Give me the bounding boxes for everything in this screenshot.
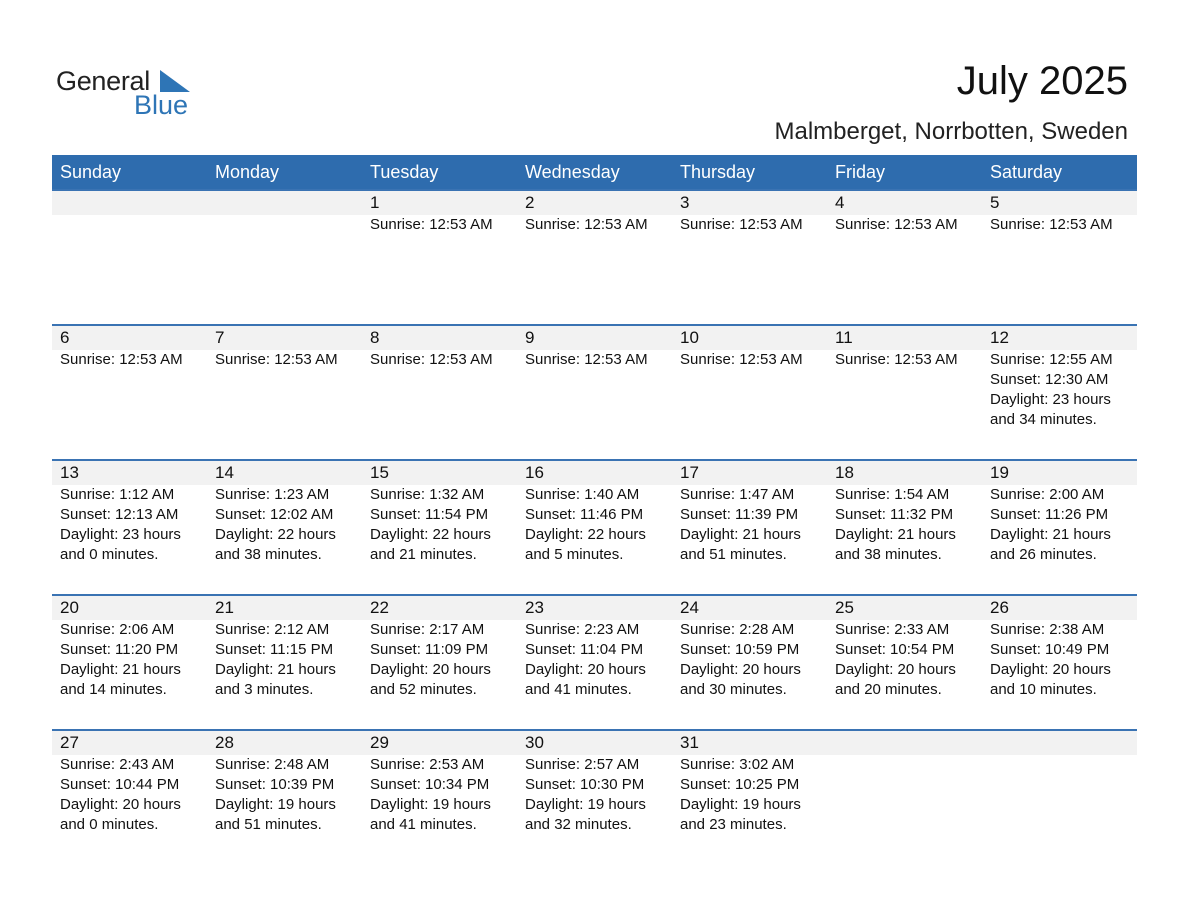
day-number: 2 [525,193,535,212]
day-cell [207,191,362,324]
day-detail-line: Sunrise: 2:33 AM [835,621,950,638]
day-detail-line: Daylight: 19 hours [215,796,336,813]
day-number: 15 [370,463,389,482]
day-detail-line: Sunset: 10:54 PM [835,641,955,658]
day-detail-line: Sunset: 11:09 PM [370,641,489,658]
day-cell [982,191,1137,324]
day-detail-line: Sunset: 10:59 PM [680,641,800,658]
day-detail-line: Sunset: 11:46 PM [525,506,644,523]
day-details [60,755,207,835]
day-cell [52,461,207,594]
page-title: July 2025 [956,59,1128,103]
day-detail-line: Sunrise: 2:38 AM [990,621,1105,638]
day-cell [207,731,362,864]
day-details [370,485,517,565]
day-details [990,350,1137,430]
day-number: 13 [60,463,79,482]
day-cell [362,461,517,594]
day-detail-line: and 51 minutes. [215,816,322,833]
day-detail-line: Sunset: 12:30 AM [990,371,1109,388]
day-detail-line: Sunset: 10:44 PM [60,776,180,793]
day-number: 24 [680,598,699,617]
day-detail-line: Daylight: 21 hours [215,661,336,678]
day-detail-line: and 21 minutes. [370,546,477,563]
day-detail-line: Sunrise: 1:12 AM [60,486,175,503]
day-detail-line: Sunset: 10:39 PM [215,776,335,793]
day-detail-line: Sunrise: 12:53 AM [990,216,1113,233]
weekday-header: Thursday [680,162,756,182]
day-details [525,620,672,700]
day-cell [827,326,982,459]
day-cell [827,461,982,594]
day-cell [517,731,672,864]
day-detail-line: Daylight: 21 hours [990,526,1111,543]
day-detail-line: Sunset: 10:49 PM [990,641,1110,658]
day-number: 8 [370,328,380,347]
day-number: 9 [525,328,535,347]
day-detail-line: and 38 minutes. [835,546,942,563]
day-detail-line: Sunrise: 2:00 AM [990,486,1105,503]
day-detail-line: and 30 minutes. [680,681,787,698]
calendar-grid [52,155,1137,864]
day-cell [517,461,672,594]
day-cell [362,191,517,324]
day-cell [207,326,362,459]
day-details [680,215,827,235]
day-detail-line: Sunset: 10:30 PM [525,776,645,793]
day-detail-line: Sunrise: 2:23 AM [525,621,640,638]
day-details [60,350,207,370]
day-number: 10 [680,328,699,347]
day-detail-line: Daylight: 22 hours [525,526,646,543]
day-number [215,191,362,215]
day-number: 4 [835,193,845,212]
day-details [215,485,362,565]
day-details [525,215,672,235]
day-details [990,485,1137,565]
day-cell [982,596,1137,729]
day-details [215,350,362,370]
day-detail-line: Daylight: 21 hours [835,526,956,543]
week-row [52,459,1137,594]
day-detail-line: Daylight: 21 hours [680,526,801,543]
day-detail-line: Sunset: 12:13 AM [60,506,179,523]
day-detail-line: Sunrise: 2:43 AM [60,756,175,773]
day-details [680,485,827,565]
day-detail-line: Sunrise: 2:28 AM [680,621,795,638]
weekday-header: Saturday [990,162,1063,182]
day-number [990,731,1137,755]
day-cell [362,326,517,459]
day-detail-line: and 10 minutes. [990,681,1097,698]
logo-word-blue: Blue [134,90,189,120]
day-detail-line: Sunrise: 12:53 AM [680,216,803,233]
day-cell [827,191,982,324]
day-details [60,485,207,565]
day-cell [672,326,827,459]
weekday-header: Tuesday [370,162,439,182]
day-details [990,215,1137,235]
day-number: 30 [525,733,544,752]
day-number: 17 [680,463,699,482]
day-detail-line: Daylight: 19 hours [370,796,491,813]
day-detail-line: Daylight: 20 hours [835,661,956,678]
day-detail-line: Daylight: 21 hours [60,661,181,678]
day-details [835,350,982,370]
day-detail-line: and 5 minutes. [525,546,624,563]
day-details [680,755,827,835]
weeks-container [52,189,1137,864]
day-number: 29 [370,733,389,752]
day-cell [517,326,672,459]
day-cell [207,596,362,729]
brand-logo [56,64,206,120]
day-cell [52,731,207,864]
day-details [215,620,362,700]
day-cell [207,461,362,594]
day-detail-line: Sunrise: 12:55 AM [990,351,1113,368]
day-detail-line: Sunrise: 1:40 AM [525,486,640,503]
day-detail-line: and 51 minutes. [680,546,787,563]
day-number: 3 [680,193,690,212]
day-detail-line: Sunrise: 12:53 AM [60,351,183,368]
day-detail-line: Sunrise: 12:53 AM [835,216,958,233]
day-cell [982,461,1137,594]
day-details [525,755,672,835]
day-cell [672,731,827,864]
week-row [52,189,1137,324]
weekday-header: Friday [835,162,886,182]
day-detail-line: Daylight: 22 hours [215,526,336,543]
day-detail-line: and 38 minutes. [215,546,322,563]
day-detail-line: Sunrise: 2:06 AM [60,621,175,638]
day-detail-line: Sunset: 11:32 PM [835,506,954,523]
day-number [835,731,982,755]
day-detail-line: Daylight: 23 hours [990,391,1111,408]
day-detail-line: Sunset: 11:04 PM [525,641,644,658]
day-cell [517,191,672,324]
day-details [835,485,982,565]
day-number: 22 [370,598,389,617]
day-detail-line: Sunrise: 12:53 AM [370,351,493,368]
day-detail-line: and 41 minutes. [525,681,632,698]
day-number: 14 [215,463,234,482]
day-detail-line: Daylight: 19 hours [525,796,646,813]
day-detail-line: Sunrise: 12:53 AM [835,351,958,368]
day-detail-line: Sunrise: 12:53 AM [680,351,803,368]
day-detail-line: Daylight: 20 hours [525,661,646,678]
day-detail-line: Daylight: 20 hours [370,661,491,678]
day-details [835,215,982,235]
day-number: 28 [215,733,234,752]
day-detail-line: Sunset: 10:34 PM [370,776,490,793]
day-detail-line: Sunrise: 12:53 AM [525,216,648,233]
day-detail-line: and 32 minutes. [525,816,632,833]
day-detail-line: Sunrise: 1:32 AM [370,486,485,503]
day-detail-line: Sunrise: 12:53 AM [215,351,338,368]
day-number: 1 [370,193,380,212]
weekday-header: Sunday [60,162,122,182]
day-detail-line: Sunrise: 2:53 AM [370,756,485,773]
day-cell [672,191,827,324]
day-details [680,620,827,700]
weekday-header: Wednesday [525,162,620,182]
day-detail-line: Sunset: 11:15 PM [215,641,334,658]
day-number: 6 [60,328,70,347]
day-detail-line: and 0 minutes. [60,816,159,833]
day-detail-line: Sunrise: 2:57 AM [525,756,640,773]
day-cell [52,596,207,729]
day-detail-line: Sunset: 11:54 PM [370,506,489,523]
day-number: 23 [525,598,544,617]
day-cell [52,191,207,324]
day-number [60,191,207,215]
day-detail-line: and 0 minutes. [60,546,159,563]
day-number: 18 [835,463,854,482]
day-cell [827,596,982,729]
day-number: 31 [680,733,699,752]
day-cell [672,596,827,729]
day-detail-line: and 52 minutes. [370,681,477,698]
day-detail-line: Sunrise: 1:23 AM [215,486,330,503]
day-number: 21 [215,598,234,617]
day-detail-line: Sunrise: 2:12 AM [215,621,330,638]
day-details [60,620,207,700]
day-number: 12 [990,328,1009,347]
day-number: 11 [835,328,853,347]
day-cell [362,731,517,864]
day-detail-line: Sunrise: 1:54 AM [835,486,950,503]
day-detail-line: Sunset: 11:20 PM [60,641,179,658]
day-detail-line: and 41 minutes. [370,816,477,833]
day-details [370,350,517,370]
location-subtitle: Malmberget, Norrbotten, Sweden [774,118,1128,145]
day-number: 20 [60,598,79,617]
day-detail-line: and 3 minutes. [215,681,314,698]
day-detail-line: and 14 minutes. [60,681,167,698]
weekday-header: Monday [215,162,280,182]
day-cell [982,731,1137,864]
day-detail-line: Daylight: 20 hours [680,661,801,678]
day-detail-line: Sunrise: 3:02 AM [680,756,795,773]
day-cell [52,326,207,459]
day-detail-line: Sunrise: 2:17 AM [370,621,485,638]
week-row [52,594,1137,729]
day-details [990,620,1137,700]
week-row [52,729,1137,864]
day-detail-line: Daylight: 22 hours [370,526,491,543]
day-detail-line: Sunset: 11:39 PM [680,506,799,523]
day-details [370,755,517,835]
day-details [525,485,672,565]
day-detail-line: and 34 minutes. [990,411,1097,428]
logo-word-general: General [56,66,150,96]
day-detail-line: Sunrise: 12:53 AM [525,351,648,368]
day-detail-line: Daylight: 20 hours [60,796,181,813]
day-detail-line: and 26 minutes. [990,546,1097,563]
day-cell [517,596,672,729]
day-details [370,215,517,235]
day-detail-line: Sunrise: 2:48 AM [215,756,330,773]
day-number: 7 [215,328,225,347]
day-detail-line: Sunrise: 12:53 AM [370,216,493,233]
day-cell [982,326,1137,459]
day-details [215,755,362,835]
day-detail-line: Sunset: 11:26 PM [990,506,1109,523]
day-detail-line: Sunrise: 1:47 AM [680,486,795,503]
day-detail-line: Daylight: 20 hours [990,661,1111,678]
day-number: 5 [990,193,1000,212]
week-row [52,324,1137,459]
day-number: 16 [525,463,544,482]
day-number: 26 [990,598,1009,617]
day-details [525,350,672,370]
day-details [835,620,982,700]
weekday-header-row [52,155,1137,189]
day-detail-line: Daylight: 23 hours [60,526,181,543]
day-details [370,620,517,700]
day-cell [827,731,982,864]
day-detail-line: and 20 minutes. [835,681,942,698]
day-cell [672,461,827,594]
day-details [680,350,827,370]
day-cell [362,596,517,729]
day-detail-line: and 23 minutes. [680,816,787,833]
day-detail-line: Sunset: 10:25 PM [680,776,800,793]
day-detail-line: Sunset: 12:02 AM [215,506,334,523]
day-number: 27 [60,733,79,752]
day-number: 25 [835,598,854,617]
day-number: 19 [990,463,1009,482]
day-detail-line: Daylight: 19 hours [680,796,801,813]
